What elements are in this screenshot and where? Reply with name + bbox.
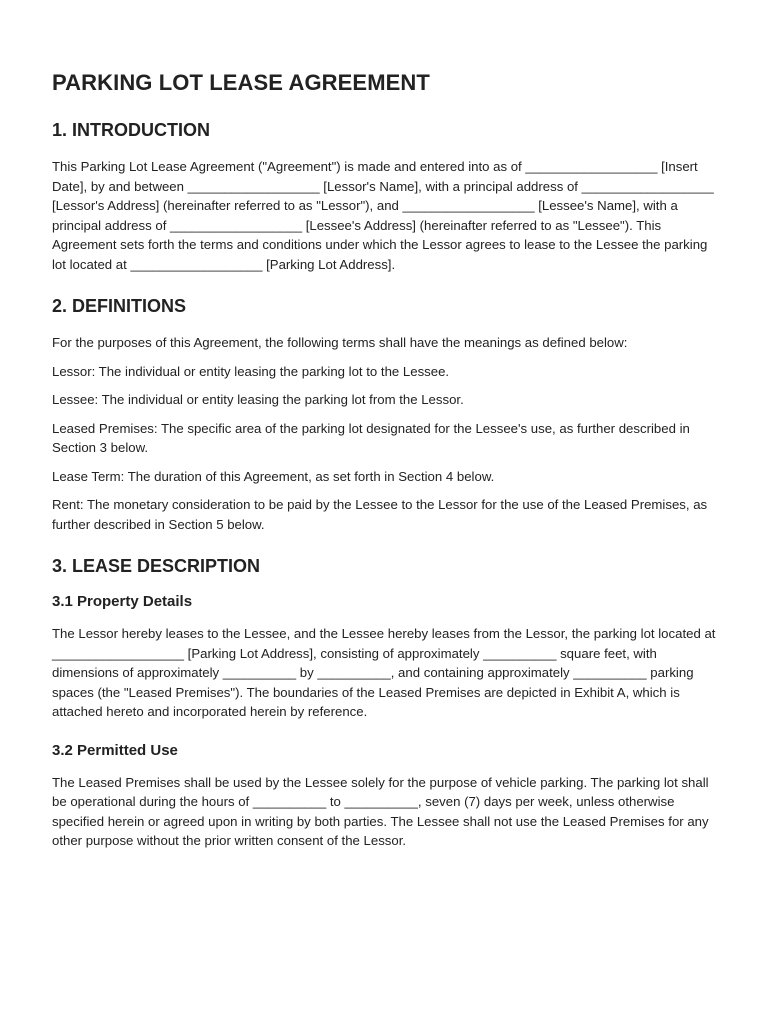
definition-lessee: Lessee: The individual or entity leasing the parking lot from the Lessor. bbox=[52, 392, 464, 407]
subsection-heading: 3.2 Permitted Use bbox=[52, 741, 178, 759]
subsection-permitted-use bbox=[52, 742, 718, 851]
section-introduction bbox=[52, 120, 718, 274]
subsection-heading: 3.1 Property Details bbox=[52, 593, 193, 610]
section-definitions bbox=[52, 296, 718, 534]
subsection-property-details bbox=[52, 593, 718, 722]
definition-leased-premises: Leased Premises: The specific area of the parking lot designated for the Lessee's use, as further described in Section 3 below. bbox=[52, 420, 690, 455]
paragraph: The Lessor hereby leases to the Lessee, and the Lessee hereby leases from the Lessor, the parking lot located at __________________ [Parking Lot Address], consisting of approximately __________ square feet, with dimensions of approximately __________ by __________, and containing approximately __________ parking spaces (the "Leased Premises"). The boundaries of the Leased Premises are depicted in Exhibit A, which is attached hereto and incorporated herein by reference. bbox=[52, 626, 716, 719]
section-heading: 3. LEASE DESCRIPTION bbox=[52, 556, 261, 576]
definition-lessor: Lessor: The individual or entity leasing the parking lot to the Lessee. bbox=[52, 363, 450, 379]
section-heading: 1. INTRODUCTION bbox=[52, 120, 211, 140]
paragraph: For the purposes of this Agreement, the following terms shall have the meanings as defined below: bbox=[52, 335, 628, 350]
section-lease-description bbox=[52, 556, 718, 851]
document-title: PARKING LOT LEASE AGREEMENT bbox=[52, 70, 430, 95]
definition-rent: Rent: The monetary consideration to be paid by the Lessee to the Lessor for the use of the Leased Premises, as further described in Section 5 below. bbox=[52, 497, 708, 532]
section-heading: 2. DEFINITIONS bbox=[52, 296, 187, 316]
paragraph: The Leased Premises shall be used by the Lessee solely for the purpose of vehicle parking. The parking lot shall be operational during the hours of __________ to __________, seven (7) days per week, unless otherwise specified herein or agreed upon in writing by both parties. The Lessee shall not use the Leased Premises for any other purpose without the prior written consent of the Lessor. bbox=[52, 774, 709, 848]
definition-lease-term: Lease Term: The duration of this Agreement, as set forth in Section 4 below. bbox=[52, 468, 495, 484]
paragraph: This Parking Lot Lease Agreement ("Agreement") is made and entered into as of __________________ [Insert Date], by and between __________________ [Lessor's Name], with a principal address of __________________ [Lessor's Address] (hereinafter referred to as "Lessor"), and __________________ [Lessee's Name], with a principal address of __________________ [Lessee's Address] (hereinafter referred to as "Lessee"). This Agreement sets forth the terms and conditions under which the Lessor agrees to lease to the Lessee the parking lot located at __________________ [Parking Lot Address]. bbox=[52, 159, 714, 272]
